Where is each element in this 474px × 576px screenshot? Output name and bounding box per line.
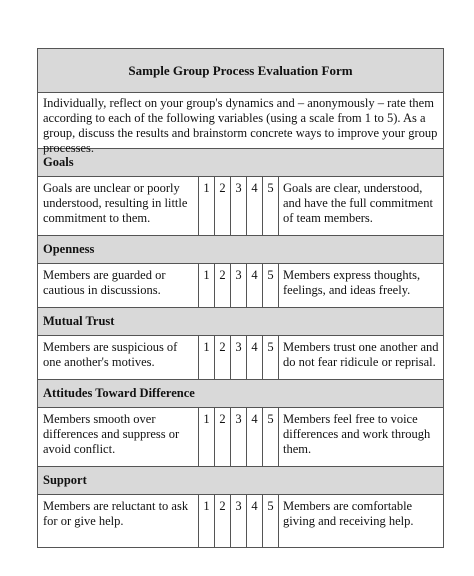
rating-row-mutual-trust xyxy=(38,336,443,380)
section-heading-attitudes: Attitudes Toward Difference xyxy=(38,380,443,408)
section-heading-support: Support xyxy=(38,467,443,495)
score-2[interactable]: 2 xyxy=(215,495,231,547)
high-descriptor: Members are comfortable giving and receiving help. xyxy=(283,499,414,528)
rating-row-support xyxy=(38,495,443,548)
rating-row-attitudes xyxy=(38,408,443,467)
score-2[interactable]: 2 xyxy=(215,336,231,379)
score-2[interactable]: 2 xyxy=(215,408,231,466)
score-4[interactable]: 4 xyxy=(247,495,263,547)
low-descriptor: Members smooth over differences and suppress or avoid conflict. xyxy=(38,408,199,466)
low-descriptor: Members are reluctant to ask for or give help. xyxy=(38,495,199,547)
score-4[interactable]: 4 xyxy=(247,408,263,466)
section-heading-mutual-trust: Mutual Trust xyxy=(38,308,443,336)
score-1[interactable]: 1 xyxy=(199,177,215,235)
score-4[interactable]: 4 xyxy=(247,336,263,379)
high-descriptor: Members feel free to voice differences and work through them. xyxy=(283,412,431,456)
high-descriptor: Members trust one another and do not fear ridicule or reprisal. xyxy=(283,340,439,369)
high-descriptor: Members express thoughts, feelings, and ideas freely. xyxy=(283,268,421,297)
score-5[interactable]: 5 xyxy=(263,177,279,235)
score-1[interactable]: 1 xyxy=(199,336,215,379)
rating-row-goals xyxy=(38,177,443,236)
score-5[interactable]: 5 xyxy=(263,495,279,547)
score-3[interactable]: 3 xyxy=(231,264,247,307)
score-3[interactable]: 3 xyxy=(231,408,247,466)
high-descriptor: Goals are clear, understood, and have the full commitment of team members. xyxy=(283,181,433,225)
low-descriptor: Goals are unclear or poorly understood, resulting in little commitment to them. xyxy=(38,177,199,235)
low-descriptor: Members are suspicious of one another's motives. xyxy=(38,336,199,379)
intro-text: Individually, reflect on your group's dynamics and – anonymously – rate them according to each of the following variables (using a scale from 1 to 5). As a group, discuss the results and brainstorm concrete ways to improve your group processes. xyxy=(38,93,443,149)
section-heading-goals: Goals xyxy=(38,149,443,177)
section-heading-openness: Openness xyxy=(38,236,443,264)
score-2[interactable]: 2 xyxy=(215,177,231,235)
score-3[interactable]: 3 xyxy=(231,336,247,379)
score-4[interactable]: 4 xyxy=(247,264,263,307)
score-1[interactable]: 1 xyxy=(199,264,215,307)
score-5[interactable]: 5 xyxy=(263,264,279,307)
score-4[interactable]: 4 xyxy=(247,177,263,235)
score-2[interactable]: 2 xyxy=(215,264,231,307)
low-descriptor: Members are guarded or cautious in discussions. xyxy=(38,264,199,307)
score-1[interactable]: 1 xyxy=(199,408,215,466)
score-3[interactable]: 3 xyxy=(231,495,247,547)
score-1[interactable]: 1 xyxy=(199,495,215,547)
form-title: Sample Group Process Evaluation Form xyxy=(38,49,443,93)
score-5[interactable]: 5 xyxy=(263,336,279,379)
score-5[interactable]: 5 xyxy=(263,408,279,466)
rating-row-openness xyxy=(38,264,443,308)
evaluation-form xyxy=(37,48,444,548)
score-3[interactable]: 3 xyxy=(231,177,247,235)
